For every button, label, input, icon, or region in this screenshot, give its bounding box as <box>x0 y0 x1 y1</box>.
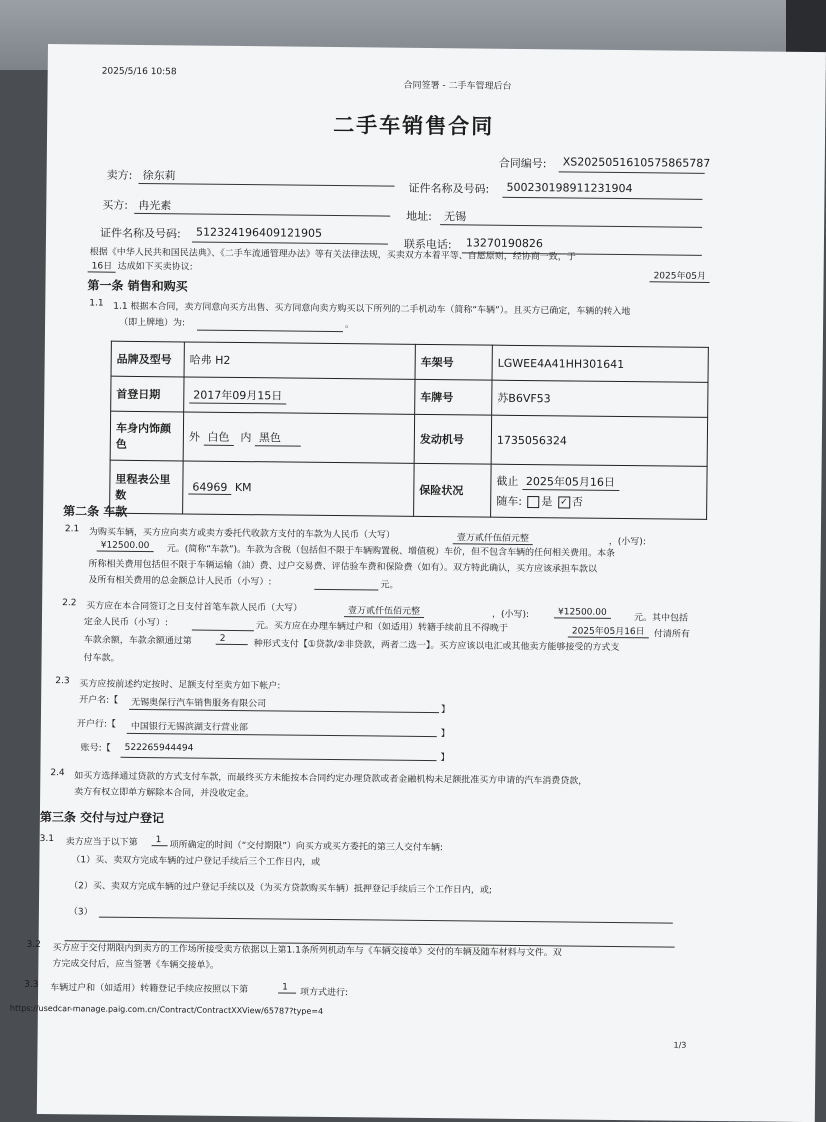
account-name: 无锡奥保行汽车销售服务有限公司 <box>131 697 267 710</box>
clause-2-1-text-c: 所称相关费用包括但不限于车辆运输（油）费、过户交易费、评估验车费和保险费（如有）。双方特此确认，买方应该承担车款以 <box>88 559 598 575</box>
contract-no-label: 合同编号: <box>498 156 547 171</box>
seller-label: 卖方: <box>106 168 133 182</box>
inner-color: 黑色 <box>255 429 301 446</box>
outer-prefix: 外 <box>188 429 200 444</box>
insurance-value <box>491 464 708 519</box>
intro-text-end: 达成如下买卖协议: <box>117 261 193 273</box>
clause-2-2-text-d: 付车款。 <box>83 653 120 664</box>
clause-2-1-small: ，(小写): <box>608 536 646 548</box>
vehicle-info-table <box>109 341 709 520</box>
brand-value: 哈弗 H2 <box>184 342 415 379</box>
clause-2-3-text: 买方应按前述约定按时、足额支付至卖方如下帐户: <box>79 679 281 692</box>
clause-2-2-num: 2.2 <box>62 598 77 609</box>
clause-3-1-option-2: （2）买、卖双方完成车辆的过户登记手续以及（为买方贷款购买车辆）抵押登记手续后三个工作日内，或; <box>69 881 492 896</box>
clause-3-1-text-a2: 项所确定的时间（“交付期限”）向买方或买方委托的第三人交付车辆: <box>169 840 444 854</box>
plate-value: 苏B6VF53 <box>492 380 708 417</box>
clause-2-4-num: 2.4 <box>50 768 65 779</box>
plate-label: 车牌号 <box>415 379 492 415</box>
phone-label: 联系电话: <box>403 237 452 252</box>
clause-3-2-text-a: 买方应于交付期限内到卖方的工作场所接受卖方依据以上第1.1条所列机动车与《车辆交接单》交付的车辆及随车材料与文件。双 <box>52 943 562 959</box>
account-name-label: 开户名:【 <box>79 695 119 706</box>
article-3-title: 第三条 交付与过户登记 <box>39 809 165 826</box>
brand-label: 品牌及型号 <box>111 341 184 377</box>
intro-text: 根据《中华人民共和国民法典》、《二手车流通管理办法》等有关法律法规，买卖双方本着平等、自愿原则，经协商一致，于 <box>89 247 576 263</box>
clause-1-1-num: 1.1 <box>89 298 104 309</box>
clause-2-1-text-d: 及所有相关费用的总金额总计人民币（小写）: <box>88 575 272 588</box>
engine-label: 发动机号 <box>414 414 492 464</box>
buyer-id-label: 证件名称及号码: <box>99 226 181 241</box>
clause-2-1-text-b: 元。(简称“车款”)。车款为含税（包括但不限于车辆购置税、增值税）车价，但不包含车辆的任何相关费用。本条 <box>166 544 616 559</box>
clause-3-3-num: 3.3 <box>24 979 39 990</box>
account-bank: 中国银行无锡滨湖支行营业部 <box>130 721 248 734</box>
clause-1-1-end: 。 <box>345 320 355 331</box>
mileage-number: 64969 <box>188 480 231 494</box>
clause-2-1-num: 2.1 <box>64 524 80 535</box>
account-bank-label: 开户行:【 <box>76 719 116 730</box>
page-number: 1/3 <box>673 1040 687 1050</box>
contract-title: 二手车销售合同 <box>333 112 495 139</box>
table-row <box>110 460 708 519</box>
table-row <box>110 411 707 466</box>
mileage-label: 里程表公里数 <box>110 460 184 514</box>
clause-2-1-text-a: 为购买车辆，买方应向卖方或卖方委托代收款方支付的车款为人民币（大写） <box>88 527 395 541</box>
vin-label: 车架号 <box>415 344 492 380</box>
first-reg-date: 2017年09月15日 <box>189 386 286 404</box>
account-no: 522265944494 <box>124 742 194 754</box>
account-no-label: 账号:【 <box>80 743 111 754</box>
clause-3-3-item: 1 <box>278 982 296 993</box>
clause-3-3-text-a2: 项方式进行: <box>300 987 349 999</box>
insurance-until-prefix: 截止 <box>496 474 519 488</box>
inner-prefix: 内 <box>240 430 252 444</box>
buyer-id: 512324196409121905 <box>195 225 323 240</box>
intro-date-ym: 2025年05月 <box>650 268 711 283</box>
color-value <box>183 412 415 463</box>
seller-id-label: 证件名称及号码: <box>408 181 490 196</box>
seller-name: 徐东莉 <box>142 168 176 183</box>
color-label: 车身内饰颜色 <box>110 411 184 461</box>
contract-no: XS2025051610575865787 <box>562 155 711 170</box>
clause-3-1-item: 1 <box>152 835 168 846</box>
clause-3-2-text-b: 方完成交付后，应当签署《车辆交接单》。 <box>52 959 219 971</box>
buyer-name: 冉光素 <box>138 198 172 213</box>
clause-2-2-small: ，(小写): <box>491 609 530 621</box>
seller-id: 500230198911231904 <box>506 180 633 196</box>
checkbox-no: ✓ <box>558 496 570 508</box>
clause-3-1-text-a: 卖方应当于以下第 <box>65 837 138 848</box>
account-no-close: 】 <box>440 753 450 764</box>
clause-3-3-text: 车辆过户和（如适用）转籍登记手续应按照以下第 <box>50 983 249 996</box>
clause-2-1-amount: ¥12500.00 <box>97 541 154 553</box>
print-system-title: 合同签署 - 二手车管理后台 <box>403 80 512 92</box>
checkbox-yes <box>527 496 539 508</box>
clause-2-2-amount: ¥12500.00 <box>554 607 611 619</box>
engine-value: 1735056324 <box>491 415 708 466</box>
clause-2-1-amount-cn: 壹万贰仟伍佰元整 <box>453 530 533 545</box>
article-1-title: 第一条 销售和购买 <box>87 278 188 294</box>
print-datetime: 2025/5/16 10:58 <box>101 66 177 78</box>
clause-1-1-text-b: （即上牌地）为: <box>119 317 186 329</box>
account-bank-close: 】 <box>440 729 450 740</box>
clause-3-2-num: 3.2 <box>26 939 41 950</box>
contract-page <box>9 44 826 1122</box>
footer-url: https://usedcar-manage.paig.com.cn/Contract/ContractXXView/65787?type=4 <box>9 1003 324 1016</box>
clause-2-4-text-a: 如买方选择通过贷款的方式支付车款，而最终买方未能按本合同约定办理贷款或者金融机构未足额批准买方申请的汽车消费贷款， <box>74 771 588 787</box>
mileage-unit: KM <box>234 480 252 495</box>
with-car-label: 随车: <box>496 494 523 508</box>
insurance-label: 保险状况 <box>414 463 492 517</box>
vin-value: LGWEE4A41HH301641 <box>492 345 708 382</box>
no-label: 否 <box>571 495 584 509</box>
clause-2-2-text-a-end: 元。其中包括 <box>633 613 689 624</box>
article-2-title: 第二条 车款 <box>63 504 128 519</box>
first-reg-value <box>184 377 415 414</box>
buyer-label: 买方: <box>102 198 129 212</box>
clause-2-3-num: 2.3 <box>55 676 70 687</box>
address: 无锡 <box>444 210 467 224</box>
phone: 13270190826 <box>465 236 543 251</box>
insurance-until-date: 2025年05月16日 <box>522 473 619 491</box>
clause-2-2-date: 2025年05月16日 <box>568 623 649 638</box>
clause-2-2-text-c: 车款余额，车款余额通过第 <box>83 635 192 647</box>
clause-2-2-method: 2 <box>216 634 248 645</box>
mileage-value <box>183 461 415 516</box>
clause-2-4-text-b: 卖方有权立即单方解除本合同，并没收定金。 <box>74 787 255 800</box>
clause-2-2-text-b: 定金人民币（小写）: <box>83 617 169 629</box>
clause-1-1-text: 1.1 根据本合同，卖方同意向买方出售、买方同意向卖方购买以下所列的二手机动车（简称“车辆”）。且买方已确定，车辆的转入地 <box>113 301 631 318</box>
clause-2-2-amount-cn: 壹万贰仟伍佰元整 <box>344 603 424 618</box>
account-name-close: 】 <box>440 705 451 716</box>
clause-3-1-num: 3.1 <box>39 833 55 845</box>
intro-date-d: 16日 <box>88 258 117 272</box>
clause-3-1-option-3: （3） <box>68 907 93 918</box>
address-label: 地址: <box>406 209 433 224</box>
clause-2-2-text-c2: 种形式支付【①贷款/②非贷款，两者二选一】。买方应该以电汇或其他卖方能够接受的方式支 <box>253 639 620 654</box>
clause-2-2-text-b2: 元。买方应在办理车辆过户和（如适用）转籍手续前且不得晚于 <box>255 621 508 634</box>
first-reg-label: 首登日期 <box>111 376 184 412</box>
clause-2-2-text-a: 买方应在本合同签订之日支付首笔车款人民币（大写） <box>86 601 303 614</box>
yes-label: 是 <box>541 495 553 509</box>
outer-color: 白色 <box>203 428 233 445</box>
clause-2-1-text-d-end: 元。 <box>380 580 399 591</box>
clause-2-2-text-b3: 付清所有 <box>653 629 690 640</box>
clause-3-1-option-1: （1）买、卖双方完成车辆的过户登记手续后三个工作日内，或 <box>71 855 321 868</box>
